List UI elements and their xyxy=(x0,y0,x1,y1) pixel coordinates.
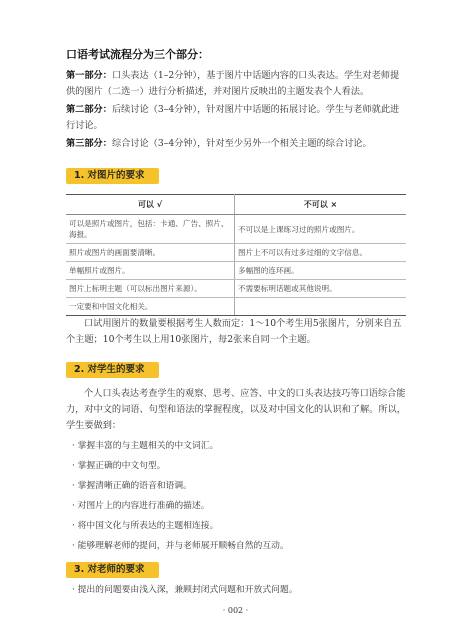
table-header-row xyxy=(66,195,406,215)
part-three-text: 综合讨论（3–4分钟），针对至少另外一个相关主题的综合讨论。 xyxy=(111,138,372,149)
part-three-label: 第三部分： xyxy=(66,138,112,149)
picture-count-note: 口试用图片的数量要根据考生人数而定：1～10个考生用5张图片，分别来自五个主题；10个考生以上用10张图片，每2张来自同一个主题。 xyxy=(66,318,402,345)
table-row xyxy=(66,298,406,316)
table-row xyxy=(66,215,406,244)
table-cell: 不需要标明话题或其他说明。 xyxy=(235,280,407,298)
exam-process-heading: 口语考试流程分为三个部分： xyxy=(66,48,209,61)
section-3-badge: 3. 对老师的要求 xyxy=(66,562,159,578)
table-cell: 图片上标明主题（可以标出图片来源）。 xyxy=(66,280,235,298)
not-allowed-column-header: 不可以 × xyxy=(235,195,407,215)
list-item: · 对图片上的内容进行准确的描述。 xyxy=(72,501,210,511)
table-cell xyxy=(235,298,407,316)
table-row xyxy=(66,280,406,298)
part-two-text: 后续讨论（3–4分钟），针对图片中话题的拓展讨论。学生与老师就此进行讨论。 xyxy=(66,104,400,131)
table-cell: 可以是照片或图片，包括：卡通、广告、照片、海报。 xyxy=(66,215,235,244)
list-item: · 将中国文化与所表达的主题相连接。 xyxy=(72,521,219,531)
part-three-paragraph xyxy=(66,136,406,152)
table-row xyxy=(66,262,406,280)
part-one-label: 第一部分： xyxy=(66,70,112,81)
table-cell: 单幅照片或图片。 xyxy=(66,262,235,280)
allowed-column-header: 可以 √ xyxy=(66,195,235,215)
table-cell: 一定要和中国文化相关。 xyxy=(66,298,235,316)
part-two-label: 第二部分： xyxy=(66,104,112,115)
list-item: · 掌握清晰正确的语音和语调。 xyxy=(72,481,192,491)
list-item: · 掌握正确的中文句型。 xyxy=(72,461,166,471)
page-number: · 002 · xyxy=(222,606,249,615)
picture-requirements-table xyxy=(66,194,406,316)
section-1-badge: 1. 对图片的要求 xyxy=(66,168,159,184)
list-item: · 掌握丰富的与主题相关的中文词汇。 xyxy=(72,441,219,451)
student-requirements-intro: 个人口头表达考查学生的观察、思考、应答、中文的口头表达技巧等口语综合能力，对中文的词语、句型和语法的掌握程度，以及对中国文化的认识和了解。所以，学生要做到： xyxy=(66,388,406,431)
table-row xyxy=(66,244,406,262)
part-one-text: 口头表达（1–2分钟），基于图片中话题内容的口头表达。学生对老师提供的图片（二选一）进行分析描述，并对图片反映出的主题发表个人看法。 xyxy=(66,70,400,97)
table-cell: 不可以是上课练习过的照片或图片。 xyxy=(235,215,407,244)
list-item: · 提出的问题要由浅入深，兼顾封闭式问题和开放式问题。 xyxy=(72,585,298,595)
table-cell: 图片上不可以有过多过细的文字信息。 xyxy=(235,244,407,262)
section-2-badge: 2. 对学生的要求 xyxy=(66,362,159,378)
part-two-paragraph xyxy=(66,102,406,134)
table-cell: 多幅图的连环画。 xyxy=(235,262,407,280)
list-item: · 能够理解老师的提问，并与老师展开顺畅自然的互动。 xyxy=(72,541,289,551)
part-one-paragraph xyxy=(66,68,406,100)
table-cell: 照片或图片的画面要清晰。 xyxy=(66,244,235,262)
